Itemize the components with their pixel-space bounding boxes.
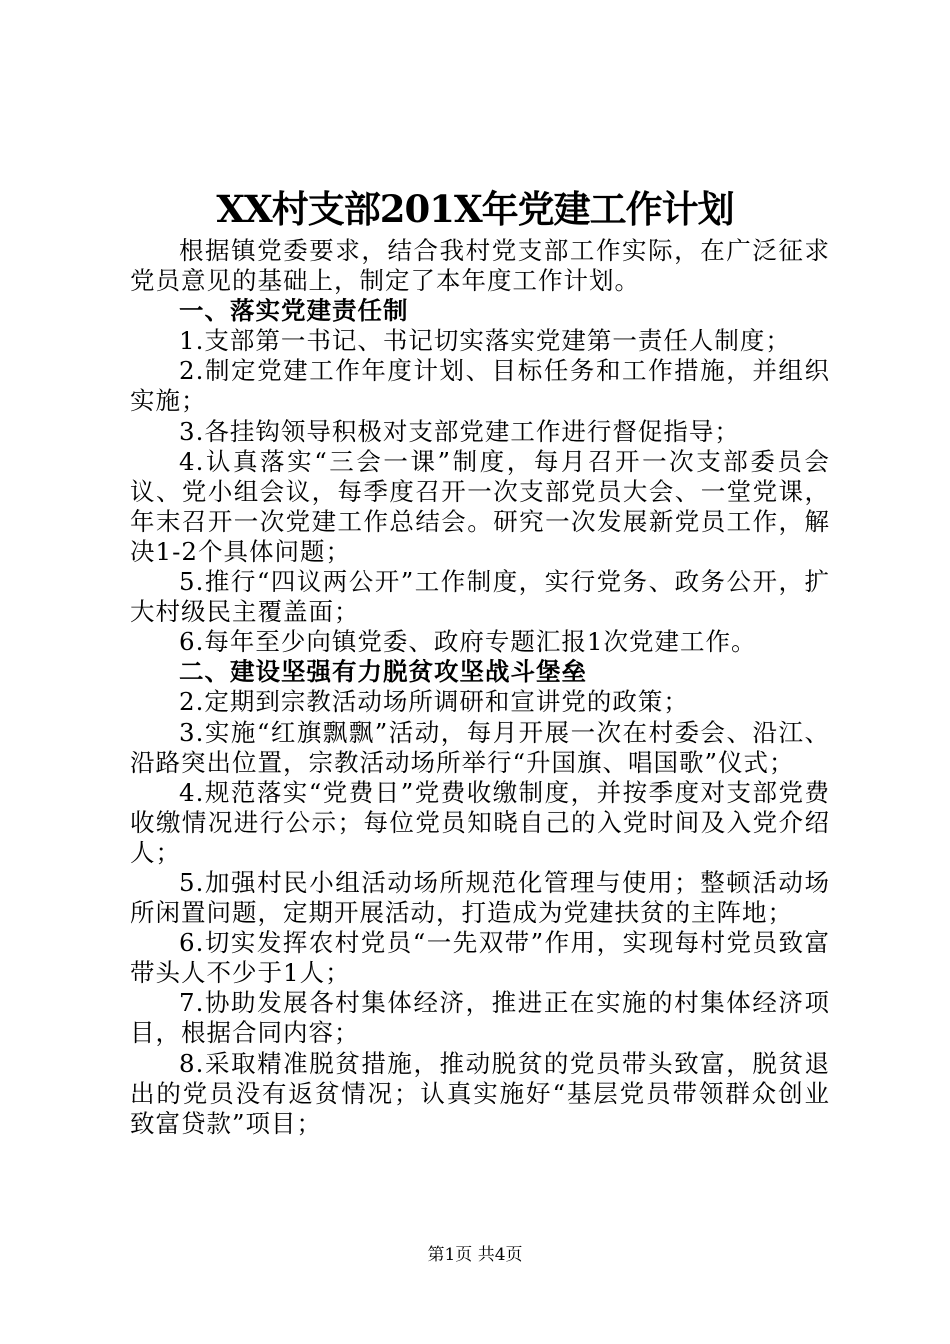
page-number: 第1页 共4页 <box>427 1245 523 1265</box>
list-item: 5.推行“四议两公开”工作制度，实行党务、政务公开，扩大村级民主覆盖面； <box>130 567 830 627</box>
list-item: 3.实施“红旗飘飘”活动，每月开展一次在村委会、沿江、沿路突出位置，宗教活动场所举行“升国旗、唱国歌”仪式； <box>130 717 830 777</box>
list-item: 2.定期到宗教活动场所调研和宣讲党的政策； <box>179 687 689 717</box>
section-heading-2: 二、建设坚强有力脱贫攻坚战斗堡垒 <box>179 657 587 687</box>
list-item: 4.认真落实“三会一课”制度，每月召开一次支部委员会议、党小组会议，每季度召开一次支部党员大会、一堂党课，年末召开一次党建工作总结会。研究一次发展新党员工作，解决1-2个具体问题； <box>130 446 830 566</box>
list-item: 6.每年至少向镇党委、政府专题汇报1次党建工作。 <box>179 627 757 657</box>
document-body <box>130 236 830 1139</box>
intro-paragraph: 根据镇党委要求，结合我村党支部工作实际，在广泛征求党员意见的基础上，制定了本年度工作计划。 <box>130 236 830 296</box>
list-item: 2.制定党建工作年度计划、目标任务和工作措施，并组织实施； <box>130 356 830 416</box>
list-item: 7.协助发展各村集体经济，推进正在实施的村集体经济项目，根据合同内容； <box>130 988 830 1048</box>
document-title: XX村支部201X年党建工作计划 <box>216 187 734 231</box>
list-item: 1.支部第一书记、书记切实落实党建第一责任人制度； <box>179 326 791 356</box>
list-item: 5.加强村民小组活动场所规范化管理与使用；整顿活动场所闲置问题，定期开展活动，打造成为党建扶贫的主阵地； <box>130 867 830 928</box>
list-item: 4.规范落实“党费日”党费收缴制度，并按季度对支部党费收缴情况进行公示；每位党员知晓自己的入党时间及入党介绍人； <box>130 777 830 867</box>
list-item: 3.各挂钩领导积极对支部党建工作进行督促指导； <box>179 416 740 446</box>
list-item: 6.切实发挥农村党员“一先双带”作用，实现每村党员致富带头人不少于1人； <box>130 928 830 988</box>
list-item: 8.采取精准脱贫措施，推动脱贫的党员带头致富，脱贫退出的党员没有返贫情况；认真实施好“基层党员带领群众创业致富贷款”项目； <box>130 1048 830 1138</box>
section-heading-1: 一、落实党建责任制 <box>179 296 409 326</box>
